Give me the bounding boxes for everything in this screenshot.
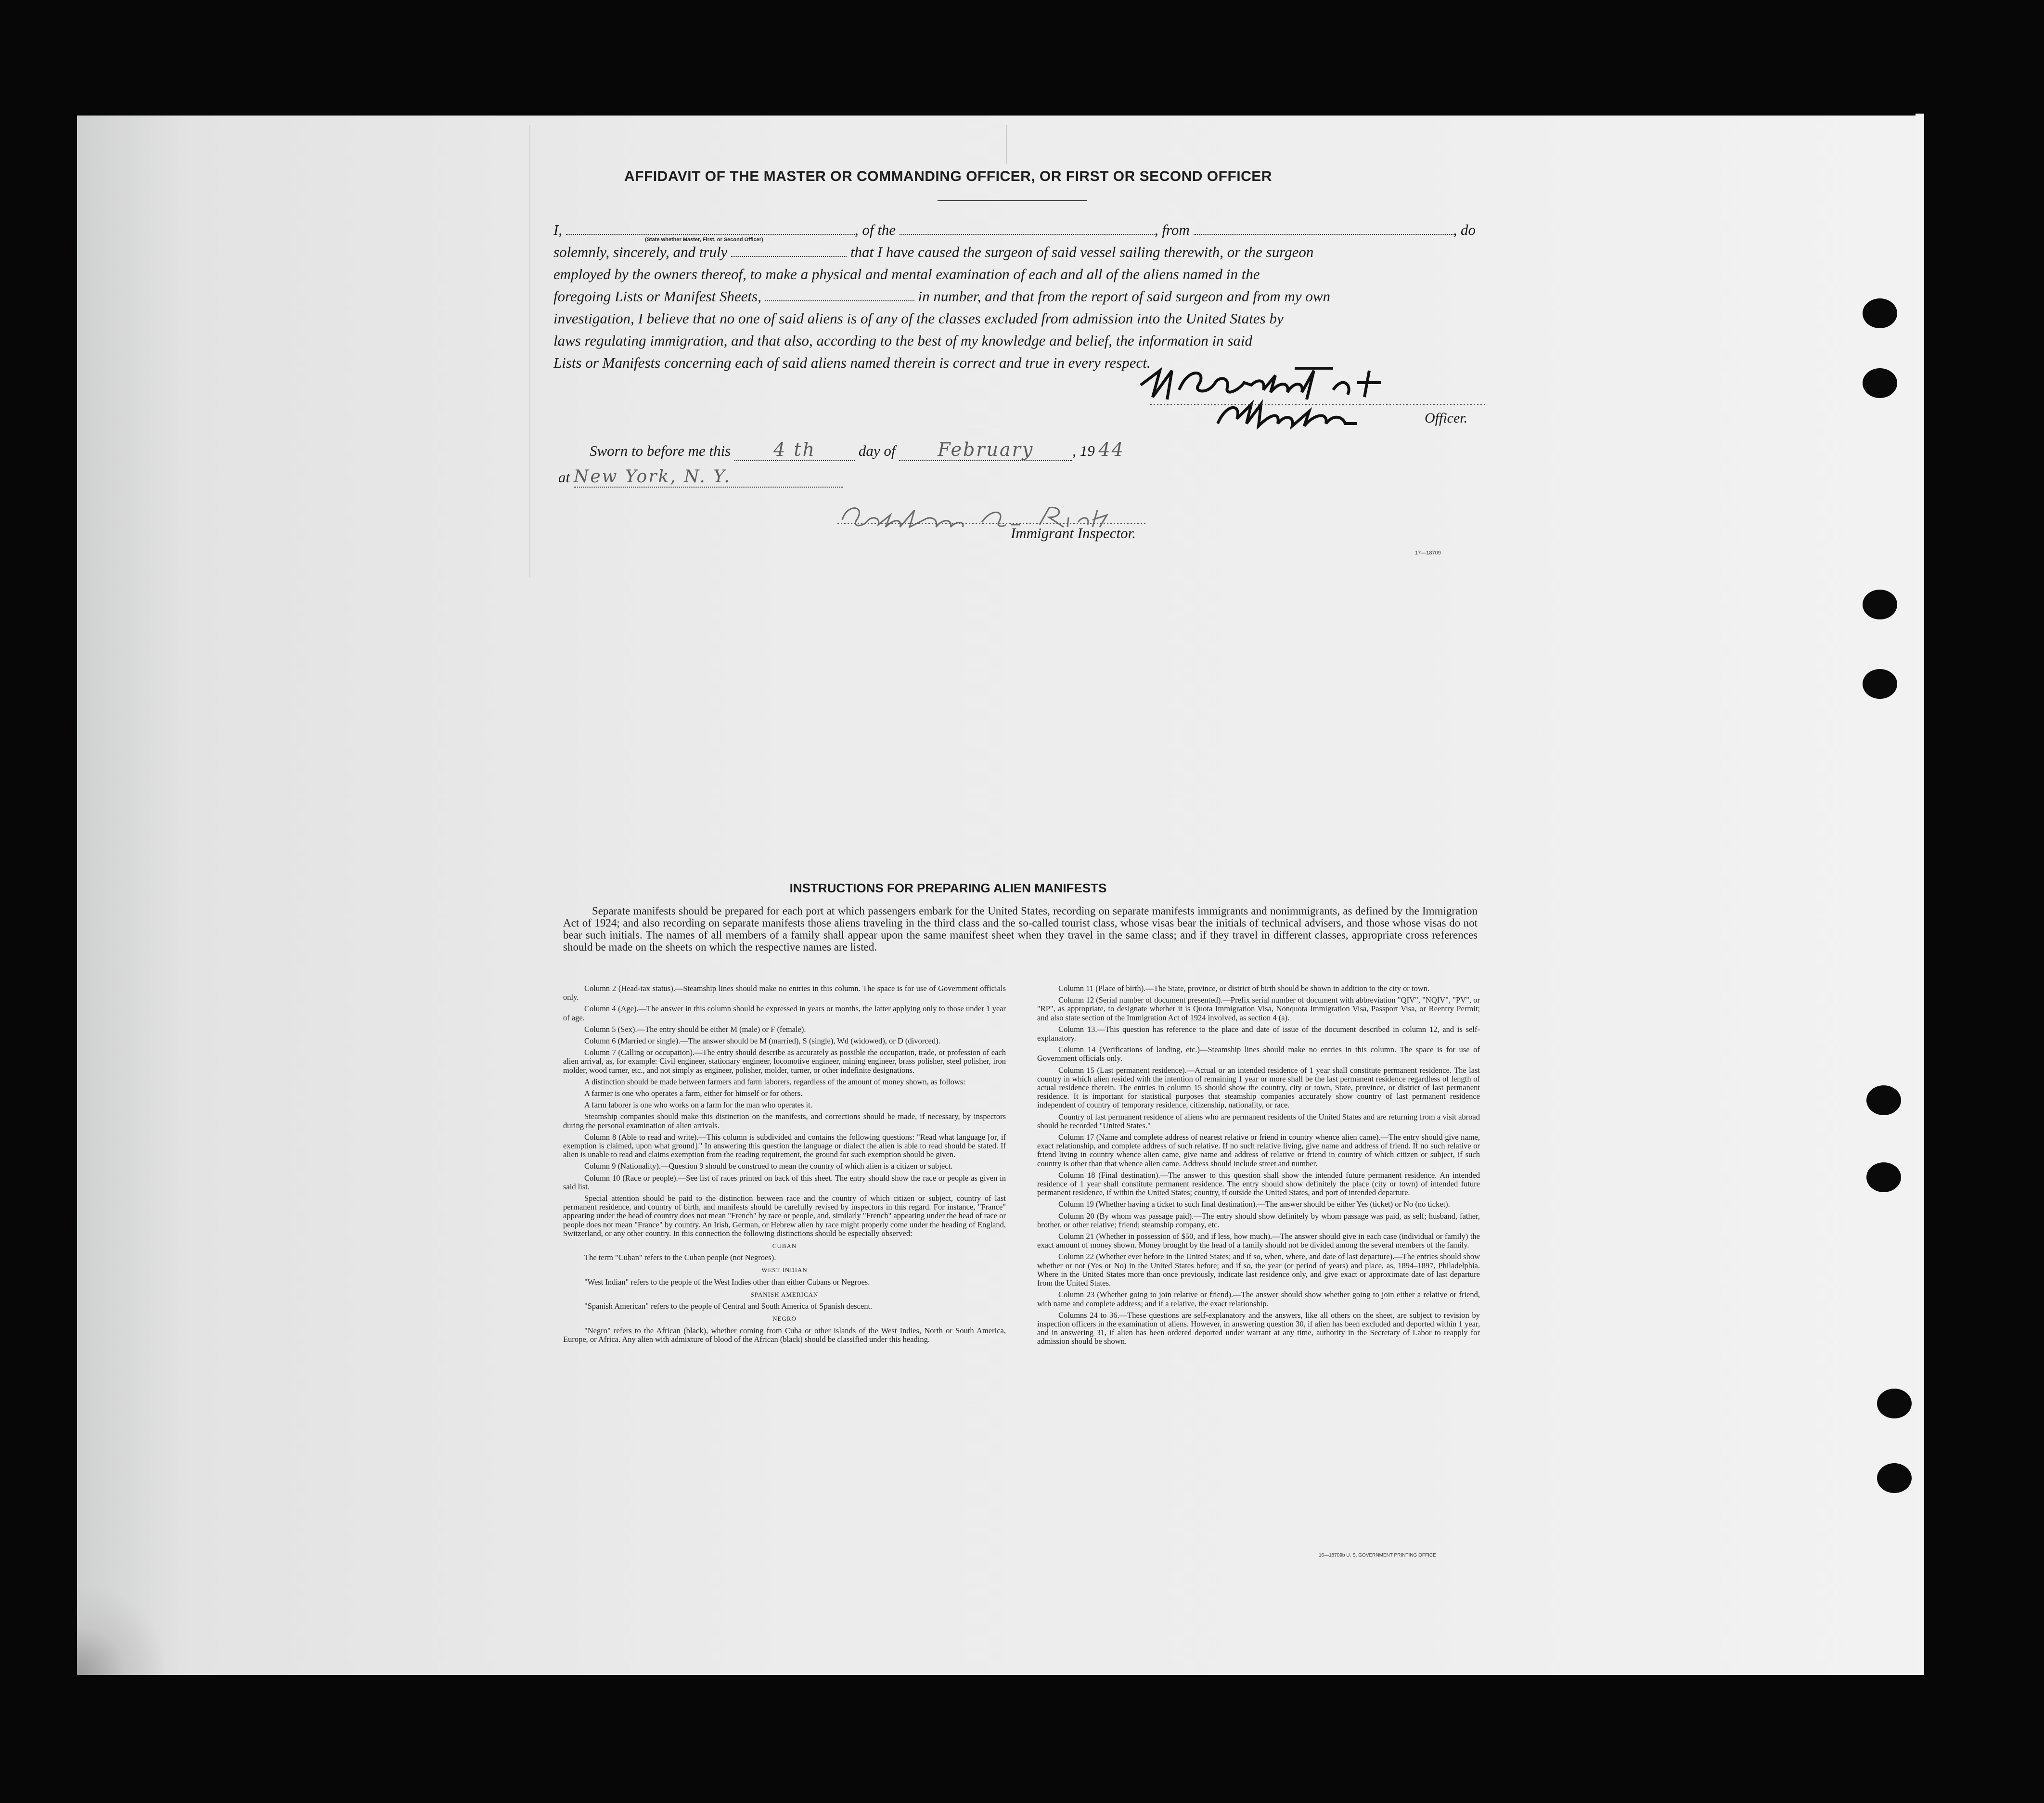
blank-port [1194,233,1453,235]
left-paragraph: Steamship companies should make this distinction on the manifests, and corrections should be made, if necessary, by inspectors during the personal examination of alien arrivals. [563,1112,1006,1130]
affidavit-line-4 [553,285,1468,308]
handwritten-month: February [938,439,1034,460]
text: , do [1453,221,1476,238]
blank [731,256,847,257]
state-note: (State whether Master, First, or Second Officer) [645,237,763,243]
left-paragraph: Column 8 (Able to read and write).—This column is subdivided and contains the following questions: "Read what language [or, if exemption is claimed, upon what ground]." In answering this question the language or dialect the alien is able to read should be stated. If alien is unable to read and claims exemption from the reading requirement, the ground for such exemption should be given. [563,1132,1006,1159]
text: Sworn to before me this [590,442,731,459]
punch-hole [1877,1463,1912,1493]
punch-hole [1877,1389,1912,1418]
right-paragraph: Column 20 (By whom was passage paid).—The entry should show definitely by whom passage was paid, as self; husband, father, brother, or other relative; friend; steamship company, etc. [1037,1211,1480,1229]
sworn-day-field [734,439,855,461]
punch-hole [1863,368,1897,398]
affidavit-line-5: investigation, I believe that no one of said aliens is of any of the classes excluded from admission into the United States by [553,310,1284,327]
handwritten-year: 44 [1098,439,1125,460]
instructions-title: INSTRUCTIONS FOR PREPARING ALIEN MANIFESTS [789,881,1107,895]
text: day of [858,442,896,459]
subsection-heading: NEGRO [772,1315,797,1323]
title-rule [938,200,1087,201]
left-paragraph: Column 7 (Calling or occupation).—The entry should describe as accurately as possible the occupation, trade, or profession of each alien arrival, as, for example: Civil engineer, stationary engineer, locomotive engineer, mining engineer, brass polisher, steel polisher, iron molder, wood turner, etc., and not simply as engineer, polisher, molder, turner, or other indefinite designations. [563,1048,1006,1075]
right-paragraph: Column 12 (Serial number of document presented).—Prefix serial number of document with abbreviation "QIV", "NQIV", "PV", or "RP", as appropriate, to designate whether it is Quota Immigration Visa, Nonquota Immigration Visa, Passport Visa, or Reentry Permit; and also state section of the Immigration Act of 1924 involved, as section 4 (a). [1037,995,1480,1022]
right-paragraph: Column 21 (Whether in possession of $50, and if less, how much).—The answer should give in each case (individual or family) the exact amount of money shown. Money brought by the head of a family should not be divided among the several members of the family. [1037,1232,1480,1250]
subsection-text: "Spanish American" refers to the people of Central and South America of Spanish descent. [584,1301,873,1311]
printing-office-note: 16—18709b U. S. GOVERNMENT PRINTING OFFICE [1319,1553,1436,1558]
handwritten-day: 4 th [773,439,816,460]
right-paragraph: Column 15 (Last permanent residence).—Actual or an intended residence of 1 year shall constitute permanent residence. The last country in which alien resided with the intention of remaining 1 year or more shall be the last permanent residence regardless of length of actual residence therein. The entries in column 15 should show the country, city or town, State, province, or district of last permanent residence. It is important for statistical purposes that steamship companies accurately show country of last permanent residence independent of country of temporary residence, citizenship, nationality, or race. [1037,1065,1480,1110]
subsection-text: "Negro" refers to the African (black), whether coming from Cuba or other islands of the West Indies, North or South America, Europe, or Africa. Any alien with admixture of blood of the African (black) should be classified under this heading. [563,1326,1006,1344]
text: in number, and that from the report of said surgeon and from my own [918,288,1331,305]
text: I, [553,221,563,238]
punch-hole [1863,298,1897,328]
text: at [558,469,570,486]
left-paragraph: Column 2 (Head-tax status).—Steamship lines should make no entries in this column. The space is for use of Government officials only. [563,984,1006,1002]
inspector-label: Immigrant Inspector. [1011,525,1136,541]
affidavit-line-3: employed by the owners thereof, to make a physical and mental examination of each and all of the aliens named in the [553,266,1260,283]
blank-vessel [900,233,1155,235]
left-paragraph: A distinction should be made between farmers and farm laborers, regardless of the amount of money shown, as follows: [584,1077,965,1086]
fold-crease-top [1006,125,1007,164]
punch-hole [1866,1162,1901,1192]
right-paragraph: Column 19 (Whether having a ticket to such final destination).—The answer should be either Yes (ticket) or No (no ticket). [1058,1199,1450,1209]
text: , from [1154,221,1190,238]
place-field [574,467,843,488]
sworn-month-field [899,439,1072,461]
left-paragraph: Column 5 (Sex).—The entry should be either M (male) or F (female). [584,1024,806,1034]
right-paragraph: Column 17 (Name and complete address of nearest relative or friend in country whence alien came).—The entry should give name, exact relationship, and complete address of such relative. If no such relative living, give name and address of friend. If no such relative or friend living in country whence alien came, give name and address of relative or friend in country of which citizen or subject, if such country is other than that whence alien came. Address should include street and number. [1037,1133,1480,1168]
instructions-right-column [1037,984,1480,1349]
left-paragraph: Column 9 (Nationality).—Question 9 should be construed to mean the country of which alien is a citizen or subject. [584,1161,953,1171]
punch-hole [1863,669,1897,699]
sheet-edge [1915,114,1924,1675]
left-paragraph: Column 4 (Age).—The answer in this column should be expressed in years or months, the latter applying only to those under 1 year of age. [563,1004,1006,1022]
text: , of the [854,221,896,238]
right-paragraph: Column 14 (Verifications of landing, etc.)—Steamship lines should make no entries in this column. The space is for use of Government officials only. [1037,1045,1480,1063]
text: solemnly, sincerely, and truly [553,244,728,260]
left-paragraph: Column 6 (Married or single).—The answer should be M (married), S (single), Wd (widowed), or D (divorced). [584,1036,940,1046]
left-paragraph: Special attention should be paid to the distinction between race and the country of which citizen or subject, country of last permanent residence, and country of birth, and manifests should be carefully revised by inspectors in this regard. For instance, "France" appearing under the head of country does not mean "French" by race or people, and, similarly "French" appearing under the head of race or people does not mean "France" by country. An Irish, German, or Hebrew alien by race might properly come under the heading of England, Switzerland, or any other country. In this connection the following distinctions should be especially observed: [563,1194,1006,1238]
right-paragraph: Column 11 (Place of birth).—The State, province, or district of birth should be shown in addition to the city or town. [1058,984,1430,993]
handwritten-place: New York, N. Y. [573,467,731,487]
subsection-text: The term "Cuban" refers to the Cuban people (not Negroes). [584,1253,776,1262]
right-paragraph: Column 18 (Final destination).—The answer to this question shall show the intended future permanent residence. An intended residence of 1 year shall constitute permanent residence. The entry should show definitely the place (city or town) of intended future permanent residence, if within the United States; country, if outside the United States, and port of intended departure. [1037,1170,1480,1198]
sworn-line [590,439,1125,461]
instructions-intro: Separate manifests should be prepared for each port at which passengers embark for the United States, recording on separate manifests immigrants and nonimmigrants, as defined by the Immigration Act of 1924; and also recording on separate manifests those aliens traveling in the third class and the so-called tourist class, whose visas bear the initials of technical advisers, and those whose visas do not bear such initials. The names of all members of a family shall appear upon the same manifest sheet when they travel in the same class; and if they travel in different classes, appropriate cross references should be made on the sheets on which the respective names are listed. [563,905,1478,953]
subsection-heading: WEST INDIAN [761,1266,808,1274]
text: that I have caused the surgeon of said vessel sailing therewith, or the surgeon [850,244,1314,260]
subsection-text: "West Indian" refers to the people of the West Indies other than either Cubans or Negroes. [584,1277,870,1287]
text: foregoing Lists or Manifest Sheets, [553,288,761,305]
subsection-heading: CUBAN [772,1242,797,1250]
right-paragraph: Country of last permanent residence of aliens who are permanent residents of the United States and are returning from a visit abroad should be recorded "United States." [1037,1112,1480,1130]
punch-hole [1863,590,1897,619]
form-number: 17—18709 [1415,550,1441,556]
instructions-left-column [563,984,1006,1347]
left-paragraph: Column 10 (Race or people).—See list of races printed on back of this sheet. The entry should show the race or people as given in said list. [563,1173,1006,1191]
at-line [558,467,843,488]
right-paragraph: Columns 24 to 36.—These questions are self-explanatory and the answers, like all others on the sheet, are subject to revision by inspection officers in the examination of aliens. However, in answering question 30, if alien has been excluded and deported within 1 year, and in answering 31, if alien has been ordered deported under warrant at any time, authority in the Secretary of Labor to reapply for admission should be shown. [1037,1310,1480,1346]
affidavit-line-6: laws regulating immigration, and that also, according to the best of my knowledge and belief, the information in said [553,332,1253,349]
officer-label: Officer. [1425,410,1468,426]
affidavit-line-2 [553,241,1468,263]
text: , 19 [1072,442,1095,459]
affidavit-title: AFFIDAVIT OF THE MASTER OR COMMANDING OFFICER, OR FIRST OR SECOND OFFICER [624,168,1272,184]
right-paragraph: Column 23 (Whether going to join relative or friend).—The answer should show whether going to join either a relative or friend, with name and complete address; and if a relative, the exact relationship. [1037,1290,1480,1308]
affidavit-line-7: Lists or Manifests concerning each of said aliens named therein is correct and true in every respect. [553,354,1151,371]
subsection-heading: SPANISH AMERICAN [750,1290,819,1298]
right-paragraph: Column 13.—This question has reference to the place and date of issue of the document described in column 12, and is self-explanatory. [1037,1024,1480,1043]
blank-number [765,300,914,301]
fold-crease [529,125,530,578]
left-paragraph: A farmer is one who operates a farm, either for himself or for others. [584,1089,803,1098]
left-paragraph: A farm laborer is one who works on a farm for the man who operates it. [584,1100,812,1110]
corner-curl [77,1588,164,1675]
blank-officer-title [566,233,855,235]
right-paragraph: Column 22 (Whether ever before in the United States; and if so, when, where, and date of last departure).—The entries should show whether or not (Yes or No) in the United States before; and if so, the year (or period of years) and place, as, 1894–1897, Philadelphia. Where in the United States more than once previously, indicate last residence only, and give exact or approximate date of last departure from the United States. [1037,1252,1480,1288]
punch-hole [1866,1085,1901,1115]
